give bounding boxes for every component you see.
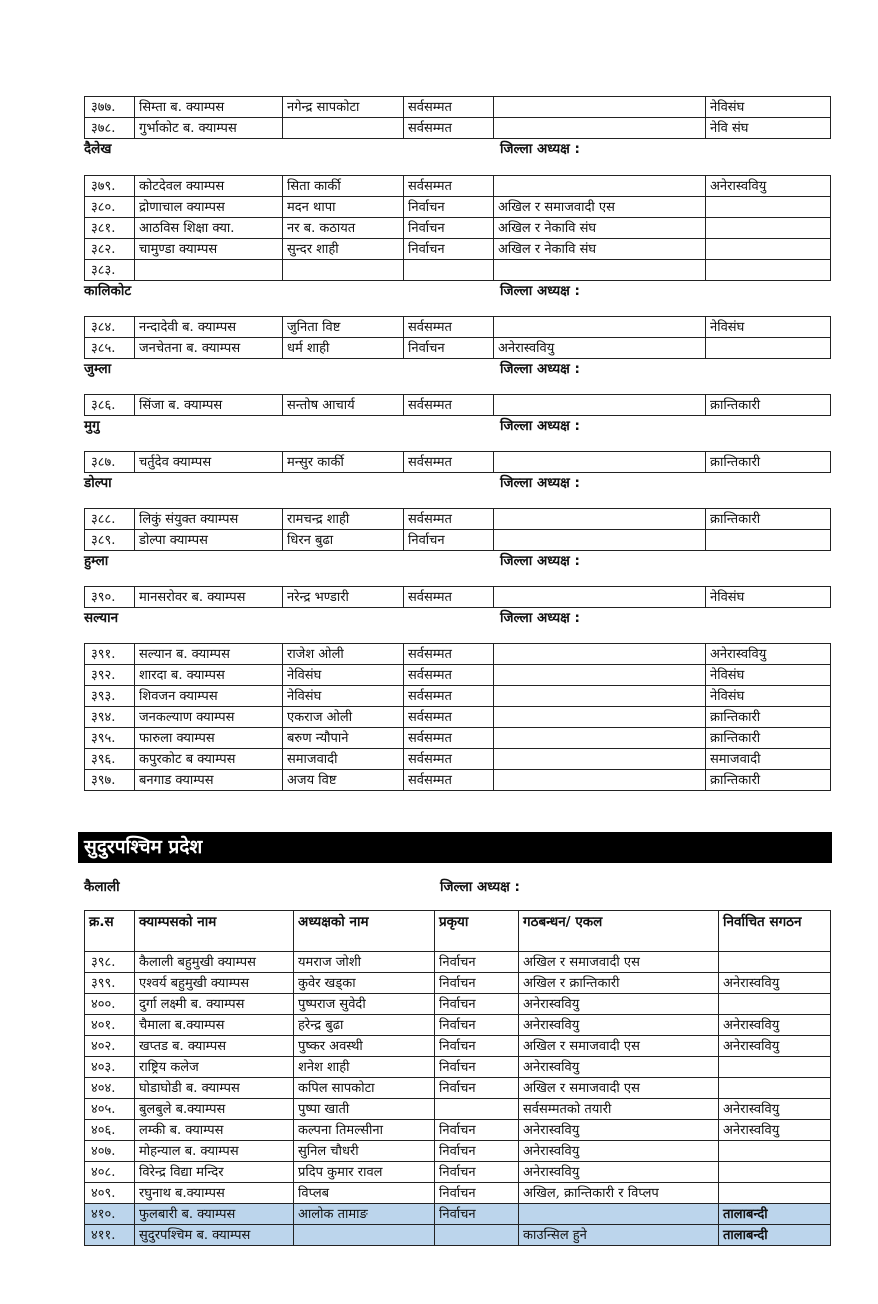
serial-cell: ४०२. [85, 1036, 135, 1057]
serial-cell: ४०४. [85, 1078, 135, 1099]
table-row [85, 644, 831, 665]
elected-org-cell [719, 1141, 831, 1162]
table-header [85, 911, 831, 952]
campus-cell: शारदा ब. क्याम्पस [135, 665, 283, 686]
table-body [85, 176, 831, 281]
table-row [85, 530, 831, 551]
alliance-cell [494, 665, 706, 686]
table-row [85, 686, 831, 707]
alliance-cell: अखिल र समाजवादी एस [494, 197, 706, 218]
elected-org-cell: नेविसंघ [706, 587, 831, 608]
president-cell [283, 118, 404, 139]
serial-cell: ४०८. [85, 1162, 135, 1183]
district-president-label: जिल्ला अध्यक्ष : [440, 879, 520, 895]
president-cell: नरेन्द्र भण्डारी [283, 587, 404, 608]
district-header-mugu [84, 416, 830, 436]
president-cell: विप्लब [294, 1183, 435, 1204]
process-cell: निर्वाचन [404, 239, 494, 260]
table-row [85, 587, 831, 608]
header-serial: क्र.स [85, 911, 135, 952]
elected-org-cell [719, 1078, 831, 1099]
serial-cell: ४०३. [85, 1057, 135, 1078]
process-cell: सर्वसम्मत [404, 587, 494, 608]
campus-cell: कपुरकोट ब क्याम्पस [135, 749, 283, 770]
alliance-cell: अखिल र नेकावि संघ [494, 218, 706, 239]
campus-cell: लम्की ब. क्याम्पस [135, 1120, 294, 1141]
campus-cell: घोडाघोडी ब. क्याम्पस [135, 1078, 294, 1099]
process-cell: सर्वसम्मत [404, 118, 494, 139]
president-cell: धर्म शाही [283, 338, 404, 359]
elected-org-cell [706, 239, 831, 260]
campus-cell: एश्वर्य बहुमुखी क्याम्पस [135, 973, 294, 994]
alliance-cell [494, 644, 706, 665]
serial-cell: ४०७. [85, 1141, 135, 1162]
campus-cell: फुलबारी ब. क्याम्पस [135, 1204, 294, 1225]
table-row-highlighted [85, 1204, 831, 1225]
campus-cell: नन्दादेवी ब. क्याम्पस [135, 317, 283, 338]
elected-org-cell: अनेरास्ववियु [706, 644, 831, 665]
serial-cell: ३९८. [85, 952, 135, 973]
president-cell: पुष्कर अवस्थी [294, 1036, 435, 1057]
table-row [85, 952, 831, 973]
campus-cell: मोहन्याल ब. क्याम्पस [135, 1141, 294, 1162]
serial-cell: ३७९. [85, 176, 135, 197]
table-group-6 [84, 586, 831, 608]
process-cell [435, 1225, 519, 1246]
campus-cell: कोटदेवल क्याम्पस [135, 176, 283, 197]
table-row [85, 665, 831, 686]
header-alliance: गठबन्धन/ एकल [519, 911, 719, 952]
president-cell: सुनिल चौधरी [294, 1141, 435, 1162]
table-body [85, 509, 831, 551]
elected-org-cell: नेविसंघ [706, 665, 831, 686]
table-row [85, 452, 831, 473]
alliance-cell: अनेरास्ववियु [519, 1057, 719, 1078]
campus-cell: आठविस शिक्षा क्या. [135, 218, 283, 239]
process-cell: निर्वाचन [435, 1036, 519, 1057]
president-cell: नेविसंघ [283, 686, 404, 707]
elected-org-cell: नेविसंघ [706, 686, 831, 707]
alliance-cell: अखिल र समाजवादी एस [519, 1036, 719, 1057]
table-row [85, 1120, 831, 1141]
elected-org-cell: क्रान्तिकारी [706, 509, 831, 530]
table-row [85, 239, 831, 260]
table-row [85, 176, 831, 197]
district-president-label: जिल्ला अध्यक्ष : [500, 283, 580, 299]
serial-cell: ४००. [85, 994, 135, 1015]
district-president-label: जिल्ला अध्यक्ष : [500, 141, 580, 157]
alliance-cell [494, 530, 706, 551]
table-group-5 [84, 508, 831, 551]
elected-org-cell [719, 1057, 831, 1078]
serial-cell: ३९५. [85, 728, 135, 749]
campus-cell: सिम्ता ब. क्याम्पस [135, 97, 283, 118]
alliance-cell [494, 176, 706, 197]
table-body [85, 97, 831, 139]
elected-org-cell: अनेरास्ववियु [719, 973, 831, 994]
process-cell [435, 1099, 519, 1120]
process-cell: निर्वाचन [435, 973, 519, 994]
district-president-label: जिल्ला अध्यक्ष : [500, 361, 580, 377]
process-cell: सर्वसम्मत [404, 176, 494, 197]
table-row [85, 509, 831, 530]
process-cell: निर्वाचन [435, 1120, 519, 1141]
serial-cell: ३९६. [85, 749, 135, 770]
process-cell: सर्वसम्मत [404, 644, 494, 665]
table-row [85, 317, 831, 338]
table-group-7 [84, 643, 831, 791]
campus-cell: सुदुरपश्चिम ब. क्याम्पस [135, 1225, 294, 1246]
elected-org-cell [706, 260, 831, 281]
serial-cell: ३९१. [85, 644, 135, 665]
alliance-cell [494, 317, 706, 338]
president-cell: अजय विष्ट [283, 770, 404, 791]
serial-cell: ३८३. [85, 260, 135, 281]
alliance-cell [494, 452, 706, 473]
elected-org-cell [706, 197, 831, 218]
president-cell: मदन थापा [283, 197, 404, 218]
serial-cell: ४०५. [85, 1099, 135, 1120]
table-row [85, 973, 831, 994]
elected-org-cell: क्रान्तिकारी [706, 395, 831, 416]
president-cell [283, 260, 404, 281]
president-cell: धिरन बुढा [283, 530, 404, 551]
campus-cell: बुलबुले ब.क्याम्पस [135, 1099, 294, 1120]
president-cell: पुष्पा खाती [294, 1099, 435, 1120]
header-row [85, 911, 831, 952]
process-cell: सर्वसम्मत [404, 395, 494, 416]
table-row [85, 1036, 831, 1057]
campus-cell: सल्यान ब. क्याम्पस [135, 644, 283, 665]
campus-cell: दुर्गा लक्ष्मी ब. क्याम्पस [135, 994, 294, 1015]
serial-cell: ३९०. [85, 587, 135, 608]
table-row [85, 1015, 831, 1036]
table-group-2 [84, 316, 831, 359]
elected-org-cell: तालाबन्दी [719, 1204, 831, 1225]
district-header-salyan [84, 608, 830, 628]
district-name: हुम्ला [84, 553, 109, 569]
alliance-cell: अखिल र क्रान्तिकारी [519, 973, 719, 994]
president-cell: शनेश शाही [294, 1057, 435, 1078]
elected-org-cell: तालाबन्दी [719, 1225, 831, 1246]
alliance-cell: अखिल र नेकावि संघ [494, 239, 706, 260]
alliance-cell: अनेरास्ववियु [494, 338, 706, 359]
campus-cell: द्रोणाचाल क्याम्पस [135, 197, 283, 218]
serial-cell: ३८२. [85, 239, 135, 260]
alliance-cell [494, 509, 706, 530]
elected-org-cell: क्रान्तिकारी [706, 770, 831, 791]
district-president-label: जिल्ला अध्यक्ष : [500, 553, 580, 569]
table-row [85, 218, 831, 239]
campus-cell: शिवजन क्याम्पस [135, 686, 283, 707]
table-row [85, 770, 831, 791]
campus-cell: कैलाली बहुमुखी क्याम्पस [135, 952, 294, 973]
table-row [85, 1078, 831, 1099]
district-president-label: जिल्ला अध्यक्ष : [500, 610, 580, 626]
elected-org-cell [719, 1183, 831, 1204]
president-cell: हरेन्द्र बुढा [294, 1015, 435, 1036]
serial-cell: ३८७. [85, 452, 135, 473]
process-cell: सर्वसम्मत [404, 749, 494, 770]
table-group-4 [84, 451, 831, 473]
elected-org-cell [706, 218, 831, 239]
president-cell: राजेश ओली [283, 644, 404, 665]
table-row [85, 994, 831, 1015]
serial-cell: ३९४. [85, 707, 135, 728]
alliance-cell [494, 770, 706, 791]
elected-org-cell: अनेरास्ववियु [719, 1036, 831, 1057]
table-body [85, 644, 831, 791]
table-body [85, 952, 831, 1246]
serial-cell: ३७७. [85, 97, 135, 118]
serial-cell: ३८१. [85, 218, 135, 239]
president-cell: नर ब. कठायत [283, 218, 404, 239]
campus-cell: बनगाड क्याम्पस [135, 770, 283, 791]
district-header-humla [84, 551, 830, 571]
table-row [85, 197, 831, 218]
alliance-cell: अनेरास्ववियु [519, 994, 719, 1015]
district-name: कालिकोट [84, 283, 132, 299]
president-cell: सन्तोष आचार्य [283, 395, 404, 416]
president-cell: एकराज ओली [283, 707, 404, 728]
alliance-cell [519, 1204, 719, 1225]
table-row [85, 1141, 831, 1162]
process-cell [404, 260, 494, 281]
serial-cell: ४०६. [85, 1120, 135, 1141]
table-row [85, 395, 831, 416]
kailali-table [84, 910, 831, 1246]
serial-cell: ३८८. [85, 509, 135, 530]
serial-cell: ३९२. [85, 665, 135, 686]
serial-cell: ३९३. [85, 686, 135, 707]
process-cell: निर्वाचन [435, 1183, 519, 1204]
serial-cell: ३८६. [85, 395, 135, 416]
district-name: सल्यान [84, 610, 119, 626]
table-row [85, 749, 831, 770]
district-name: जुम्ला [84, 361, 112, 377]
process-cell: निर्वाचन [435, 994, 519, 1015]
alliance-cell [494, 728, 706, 749]
president-cell: पुष्पराज सुवेदी [294, 994, 435, 1015]
serial-cell: ३७८. [85, 118, 135, 139]
campus-cell: मानसरोवर ब. क्याम्पस [135, 587, 283, 608]
process-cell: निर्वाचन [435, 1141, 519, 1162]
alliance-cell: अखिल र समाजवादी एस [519, 952, 719, 973]
campus-cell: विरेन्द्र विद्या मन्दिर [135, 1162, 294, 1183]
elected-org-cell: नेविसंघ [706, 97, 831, 118]
table-row [85, 728, 831, 749]
process-cell: निर्वाचन [435, 952, 519, 973]
president-cell: नेविसंघ [283, 665, 404, 686]
process-cell: निर्वाचन [435, 1078, 519, 1099]
process-cell: निर्वाचन [435, 1204, 519, 1225]
district-president-label: जिल्ला अध्यक्ष : [500, 418, 580, 434]
campus-cell: जनचेतना ब. क्याम्पस [135, 338, 283, 359]
table-row-highlighted [85, 1225, 831, 1246]
table-row [85, 1099, 831, 1120]
header-elected-org: निर्वाचित सगठन [719, 911, 831, 952]
table-group-0 [84, 96, 831, 139]
elected-org-cell: क्रान्तिकारी [706, 728, 831, 749]
alliance-cell [494, 118, 706, 139]
table-body [85, 395, 831, 416]
elected-org-cell [719, 994, 831, 1015]
president-cell: नगेन्द्र सापकोटा [283, 97, 404, 118]
president-cell: समाजवादी [283, 749, 404, 770]
elected-org-cell: नेवि संघ [706, 118, 831, 139]
process-cell: सर्वसम्मत [404, 665, 494, 686]
table-row [85, 1162, 831, 1183]
campus-cell: चैमाला ब.क्याम्पस [135, 1015, 294, 1036]
district-name: मुगु [84, 418, 100, 434]
alliance-cell [494, 686, 706, 707]
process-cell: सर्वसम्मत [404, 452, 494, 473]
campus-cell: फारुला क्याम्पस [135, 728, 283, 749]
process-cell: निर्वाचन [404, 338, 494, 359]
president-cell: जुनिता विष्ट [283, 317, 404, 338]
campus-cell: चामुण्डा क्याम्पस [135, 239, 283, 260]
campus-cell [135, 260, 283, 281]
alliance-cell: अखिल, क्रान्तिकारी र विप्लप [519, 1183, 719, 1204]
serial-cell: ३८५. [85, 338, 135, 359]
serial-cell: ३९९. [85, 973, 135, 994]
district-header-kalikot [84, 281, 830, 301]
table-row [85, 260, 831, 281]
district-header-dailekh [84, 139, 830, 159]
process-cell: निर्वाचन [404, 530, 494, 551]
alliance-cell [494, 260, 706, 281]
process-cell: सर्वसम्मत [404, 509, 494, 530]
header-president: अध्यक्षको नाम [294, 911, 435, 952]
alliance-cell [494, 97, 706, 118]
alliance-cell: सर्वसम्मतको तयारी [519, 1099, 719, 1120]
process-cell: सर्वसम्मत [404, 770, 494, 791]
table-row [85, 97, 831, 118]
header-process: प्रकृया [435, 911, 519, 952]
district-president-label: जिल्ला अध्यक्ष : [500, 475, 580, 491]
campus-cell: जनकल्याण क्याम्पस [135, 707, 283, 728]
alliance-cell [494, 707, 706, 728]
alliance-cell: अनेरास्ववियु [519, 1162, 719, 1183]
district-header-jumla [84, 359, 830, 379]
president-cell: आलोक तामाङ [294, 1204, 435, 1225]
serial-cell: ४१०. [85, 1204, 135, 1225]
elected-org-cell [719, 1162, 831, 1183]
campus-cell: लिकुं संयुक्त क्याम्पस [135, 509, 283, 530]
process-cell: निर्वाचन [404, 197, 494, 218]
president-cell: कुवेर खड्का [294, 973, 435, 994]
president-cell: रामचन्द्र शाही [283, 509, 404, 530]
campus-cell: रघुनाथ ब.क्याम्पस [135, 1183, 294, 1204]
process-cell: निर्वाचन [435, 1015, 519, 1036]
president-cell: यमराज जोशी [294, 952, 435, 973]
campus-cell: राष्ट्रिय कलेज [135, 1057, 294, 1078]
process-cell: सर्वसम्मत [404, 707, 494, 728]
alliance-cell: अनेरास्ववियु [519, 1120, 719, 1141]
district-header-dolpa [84, 473, 830, 493]
alliance-cell [494, 395, 706, 416]
district-name: दैलेख [84, 141, 112, 157]
table-body [85, 587, 831, 608]
district-name: कैलाली [84, 879, 120, 895]
serial-cell: ३८०. [85, 197, 135, 218]
elected-org-cell: क्रान्तिकारी [706, 452, 831, 473]
president-cell: सुन्दर शाही [283, 239, 404, 260]
serial-cell: ३९७. [85, 770, 135, 791]
campus-cell: डोल्पा क्याम्पस [135, 530, 283, 551]
elected-org-cell [706, 530, 831, 551]
elected-org-cell: अनेरास्ववियु [719, 1015, 831, 1036]
serial-cell: ४११. [85, 1225, 135, 1246]
alliance-cell: अनेरास्ववियु [519, 1015, 719, 1036]
president-cell: मन्सुर कार्की [283, 452, 404, 473]
alliance-cell [494, 587, 706, 608]
process-cell: सर्वसम्मत [404, 317, 494, 338]
table-row [85, 707, 831, 728]
district-name: डोल्पा [84, 475, 112, 491]
elected-org-cell: नेविसंघ [706, 317, 831, 338]
serial-cell: ४०९. [85, 1183, 135, 1204]
elected-org-cell: अनेरास्ववियु [719, 1120, 831, 1141]
president-cell: सिता कार्की [283, 176, 404, 197]
elected-org-cell: अनेरास्ववियु [719, 1099, 831, 1120]
alliance-cell [494, 749, 706, 770]
process-cell: सर्वसम्मत [404, 728, 494, 749]
serial-cell: ३८९. [85, 530, 135, 551]
table-row [85, 1057, 831, 1078]
campus-cell: सिंजा ब. क्याम्पस [135, 395, 283, 416]
campus-cell: गुर्भाकोट ब. क्याम्पस [135, 118, 283, 139]
table-body [85, 452, 831, 473]
campus-cell: चर्तुदेव क्याम्पस [135, 452, 283, 473]
table-group-1 [84, 175, 831, 281]
president-cell [294, 1225, 435, 1246]
table-body [85, 317, 831, 359]
elected-org-cell [706, 338, 831, 359]
elected-org-cell: समाजवादी [706, 749, 831, 770]
president-cell: कपिल सापकोटा [294, 1078, 435, 1099]
process-cell: सर्वसम्मत [404, 686, 494, 707]
alliance-cell: अनेरास्ववियु [519, 1141, 719, 1162]
header-campus: क्याम्पसको नाम [135, 911, 294, 952]
table-group-3 [84, 394, 831, 416]
campus-cell: खप्तड ब. क्याम्पस [135, 1036, 294, 1057]
president-cell: प्रदिप कुमार रावल [294, 1162, 435, 1183]
process-cell: सर्वसम्मत [404, 97, 494, 118]
elected-org-cell [719, 952, 831, 973]
table-row [85, 338, 831, 359]
province-title-banner: सुदुरपश्चिम प्रदेश [78, 832, 832, 863]
table-row [85, 118, 831, 139]
process-cell: निर्वाचन [435, 1057, 519, 1078]
process-cell: निर्वाचन [435, 1162, 519, 1183]
serial-cell: ३८४. [85, 317, 135, 338]
alliance-cell: काउन्सिल हुने [519, 1225, 719, 1246]
president-cell: बरुण न्यौपाने [283, 728, 404, 749]
alliance-cell: अखिल र समाजवादी एस [519, 1078, 719, 1099]
process-cell: निर्वाचन [404, 218, 494, 239]
elected-org-cell: अनेरास्ववियु [706, 176, 831, 197]
table-row [85, 1183, 831, 1204]
elected-org-cell: क्रान्तिकारी [706, 707, 831, 728]
president-cell: कल्पना तिमल्सीना [294, 1120, 435, 1141]
serial-cell: ४०१. [85, 1015, 135, 1036]
